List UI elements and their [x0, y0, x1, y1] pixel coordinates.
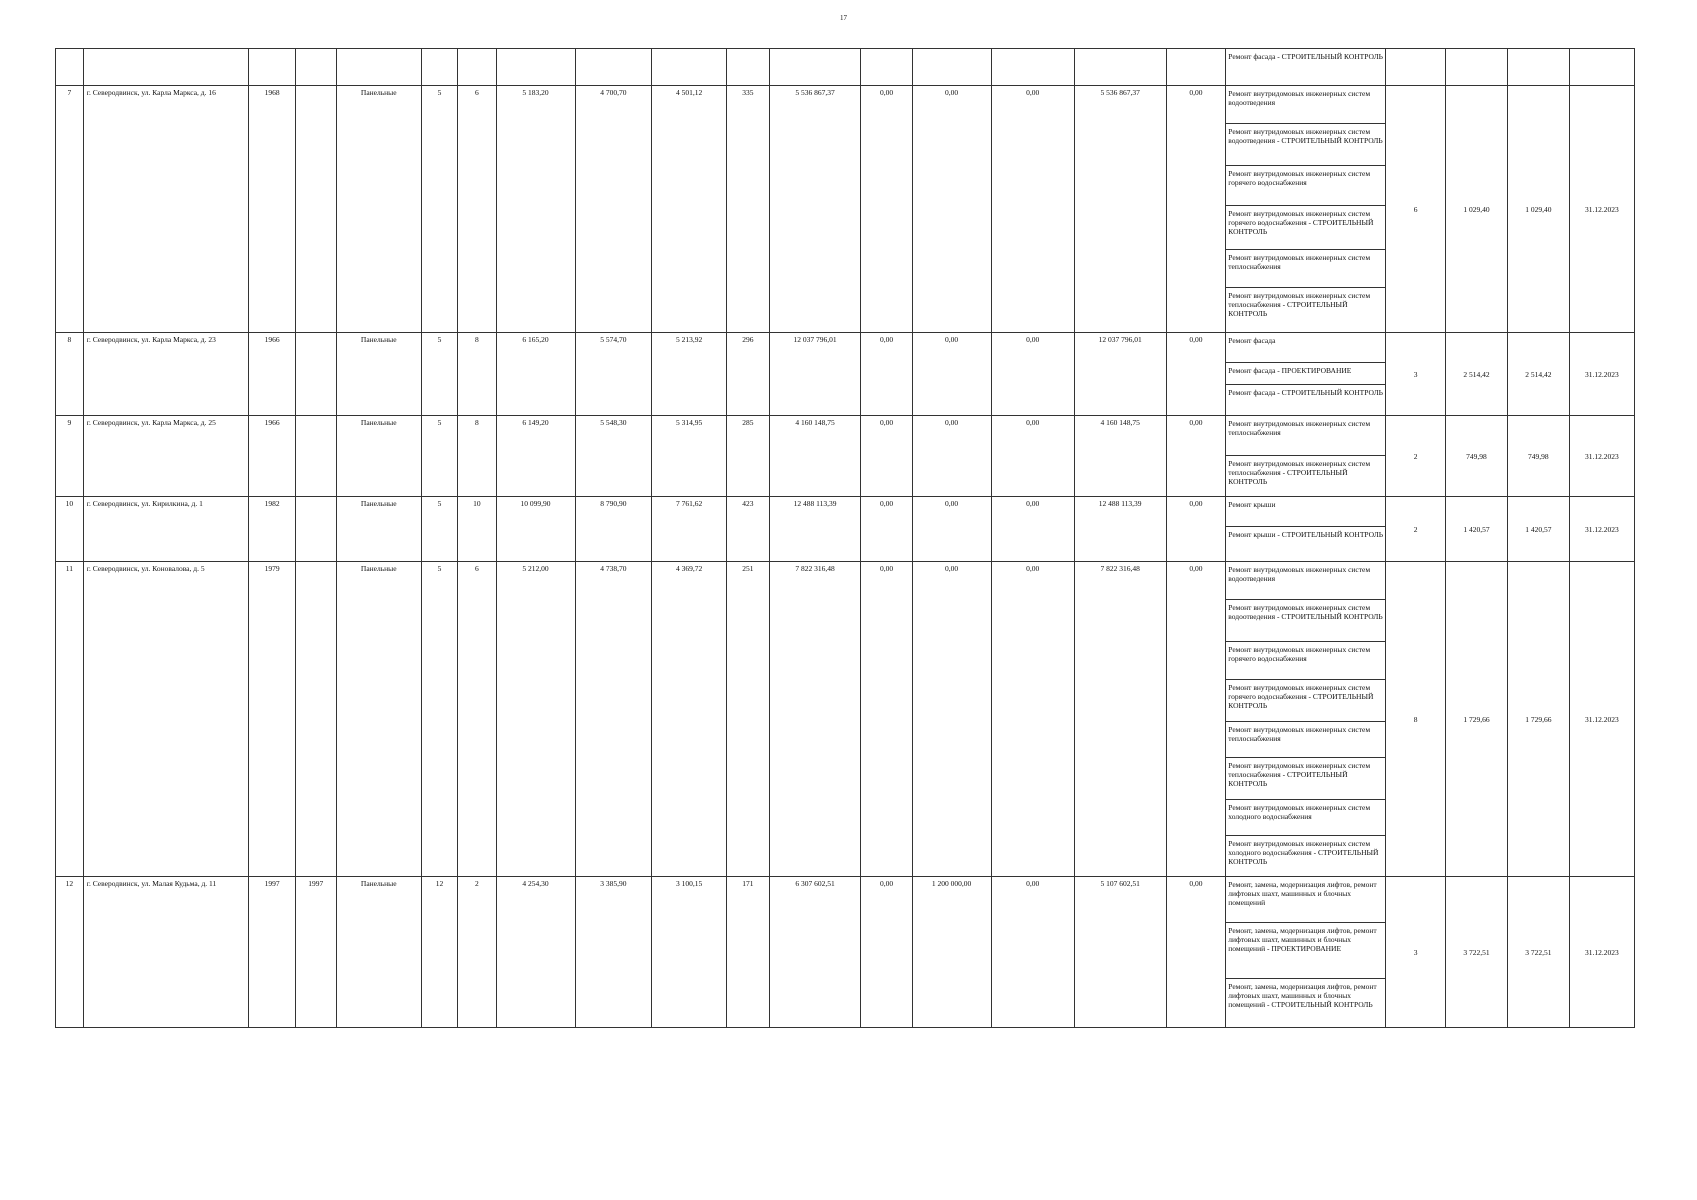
cell-area-total: 6 165,20 [496, 333, 575, 416]
cell-year-reconstructed [296, 333, 337, 416]
cell-cost-other: 0,00 [1166, 416, 1226, 497]
cell [296, 49, 337, 86]
repair-program-table [55, 48, 1635, 1028]
cell [575, 49, 652, 86]
cell-cost-owners: 5 536 867,37 [1074, 86, 1166, 333]
work-item: Ремонт внутридомовых инженерных систем теплоснабжения [1226, 416, 1385, 456]
cell-unit-cost: 2 514,42 [1446, 333, 1508, 416]
cell-work-count: 2 [1386, 497, 1446, 562]
cell-year-built: 1966 [249, 333, 296, 416]
cell-area-residential: 7 761,62 [652, 497, 727, 562]
cell-unit-cost-max: 1 029,40 [1507, 86, 1569, 333]
cell-wall-material: Панельные [336, 497, 421, 562]
cell [1507, 49, 1569, 86]
cell [912, 49, 991, 86]
cell-cost-budget: 1 200 000,00 [912, 877, 991, 1028]
cell-address: г. Северодвинск, ул. Карла Маркса, д. 25 [83, 416, 248, 497]
cell-area-residential: 4 369,72 [652, 562, 727, 877]
cell-work-count: 8 [1386, 562, 1446, 877]
cell-cost-fund: 0,00 [861, 333, 912, 416]
cell-deadline: 31.12.2023 [1569, 333, 1634, 416]
cell-wall-material: Панельные [336, 86, 421, 333]
cell [421, 49, 457, 86]
cell-work-count: 3 [1386, 877, 1446, 1028]
work-item: Ремонт крыши - СТРОИТЕЛЬНЫЙ КОНТРОЛЬ [1228, 530, 1384, 539]
cell-cost-local: 0,00 [991, 562, 1074, 877]
cell-address: г. Северодвинск, ул. Малая Кудьма, д. 11 [83, 877, 248, 1028]
cell-deadline: 31.12.2023 [1569, 877, 1634, 1028]
work-item: Ремонт внутридомовых инженерных систем холодного водоснабжения [1226, 800, 1385, 836]
cell-entrances: 6 [458, 562, 496, 877]
cell-cost-local: 0,00 [991, 416, 1074, 497]
cell-area-total: 5 212,00 [496, 562, 575, 877]
work-item: Ремонт внутридомовых инженерных систем горячего водоснабжения - СТРОИТЕЛЬНЫЙ КОНТРОЛЬ [1226, 206, 1385, 250]
cell-wall-material: Панельные [336, 333, 421, 416]
cell-deadline: 31.12.2023 [1569, 416, 1634, 497]
cell-cost-fund: 0,00 [861, 562, 912, 877]
cell-entrances: 2 [458, 877, 496, 1028]
cell-no: 9 [56, 416, 84, 497]
cell-deadline: 31.12.2023 [1569, 497, 1634, 562]
cell-cost-owners: 12 488 113,39 [1074, 497, 1166, 562]
cell-cost-total: 7 822 316,48 [769, 562, 861, 877]
cell-cost-owners: 4 160 148,75 [1074, 416, 1166, 497]
cell-cost-fund: 0,00 [861, 497, 912, 562]
cell-unit-cost: 3 722,51 [1446, 877, 1508, 1028]
work-item: Ремонт внутридомовых инженерных систем горячего водоснабжения [1226, 642, 1385, 680]
cell-residents: 171 [727, 877, 770, 1028]
cell-area-residential: 3 100,15 [652, 877, 727, 1028]
cell-residents: 285 [727, 416, 770, 497]
cell-year-built: 1982 [249, 497, 296, 562]
work-item: Ремонт фасада [1226, 333, 1385, 363]
table-row [56, 333, 1635, 416]
cell-no: 12 [56, 877, 84, 1028]
work-item: Ремонт внутридомовых инженерных систем теплоснабжения - СТРОИТЕЛЬНЫЙ КОНТРОЛЬ [1228, 291, 1371, 318]
cell [727, 49, 770, 86]
table-row-head [56, 49, 1635, 86]
cell-cost-other: 0,00 [1166, 86, 1226, 333]
work-item: Ремонт внутридомовых инженерных систем теплоснабжения [1226, 722, 1385, 758]
table-row [56, 86, 1635, 333]
cell [496, 49, 575, 86]
cell-year-built: 1997 [249, 877, 296, 1028]
cell-no: 11 [56, 562, 84, 877]
cell-address: г. Северодвинск, ул. Коновалова, д. 5 [83, 562, 248, 877]
cell [56, 49, 84, 86]
cell-unit-cost: 1 029,40 [1446, 86, 1508, 333]
work-list-cell [1226, 562, 1386, 877]
cell-cost-local: 0,00 [991, 877, 1074, 1028]
cell-cost-budget: 0,00 [912, 333, 991, 416]
cell-cost-other: 0,00 [1166, 497, 1226, 562]
cell-wall-material: Панельные [336, 416, 421, 497]
work-item: Ремонт внутридомовых инженерных систем горячего водоснабжения [1226, 166, 1385, 206]
work-list-cell [1226, 86, 1386, 333]
cell-cost-total: 5 536 867,37 [769, 86, 861, 333]
cell-year-built: 1966 [249, 416, 296, 497]
work-item: Ремонт внутридомовых инженерных систем горячего водоснабжения - СТРОИТЕЛЬНЫЙ КОНТРОЛЬ [1226, 680, 1385, 722]
work-item: Ремонт внутридомовых инженерных систем холодного водоснабжения - СТРОИТЕЛЬНЫЙ КОНТРОЛЬ [1228, 839, 1379, 866]
cell-deadline: 31.12.2023 [1569, 86, 1634, 333]
work-item: Ремонт крыши [1226, 497, 1385, 527]
cell-cost-total: 12 037 796,01 [769, 333, 861, 416]
cell-year-built: 1979 [249, 562, 296, 877]
work-item: Ремонт внутридомовых инженерных систем теплоснабжения [1226, 250, 1385, 288]
cell-cost-total: 6 307 602,51 [769, 877, 861, 1028]
cell-address: г. Северодвинск, ул. Карла Маркса, д. 23 [83, 333, 248, 416]
cell-area-total: 6 149,20 [496, 416, 575, 497]
cell [458, 49, 496, 86]
work-item: Ремонт внутридомовых инженерных систем теплоснабжения - СТРОИТЕЛЬНЫЙ КОНТРОЛЬ [1226, 758, 1385, 800]
cell-area-rooms: 4 700,70 [575, 86, 652, 333]
work-list-cell [1226, 497, 1386, 562]
cell-area-residential: 5 213,92 [652, 333, 727, 416]
cell [769, 49, 861, 86]
work-item: Ремонт фасада - СТРОИТЕЛЬНЫЙ КОНТРОЛЬ [1228, 52, 1383, 61]
cell-cost-budget: 0,00 [912, 86, 991, 333]
cell-entrances: 8 [458, 333, 496, 416]
cell [249, 49, 296, 86]
cell-area-total: 5 183,20 [496, 86, 575, 333]
cell-no: 10 [56, 497, 84, 562]
cell-floors: 5 [421, 86, 457, 333]
cell-wall-material: Панельные [336, 562, 421, 877]
cell [652, 49, 727, 86]
work-list-cell [1226, 333, 1386, 416]
cell-entrances: 6 [458, 86, 496, 333]
cell-cost-total: 4 160 148,75 [769, 416, 861, 497]
cell-cost-fund: 0,00 [861, 877, 912, 1028]
cell-area-residential: 5 314,95 [652, 416, 727, 497]
cell-unit-cost: 749,98 [1446, 416, 1508, 497]
cell-cost-owners: 7 822 316,48 [1074, 562, 1166, 877]
cell-cost-owners: 5 107 602,51 [1074, 877, 1166, 1028]
cell-year-built: 1968 [249, 86, 296, 333]
work-item: Ремонт, замена, модернизация лифтов, ремонт лифтовых шахт, машинных и блочных помещений [1226, 877, 1385, 923]
cell-work-count: 3 [1386, 333, 1446, 416]
cell-unit-cost-max: 3 722,51 [1507, 877, 1569, 1028]
cell-work-count: 2 [1386, 416, 1446, 497]
cell-wall-material: Панельные [336, 877, 421, 1028]
work-list-cell [1226, 49, 1386, 86]
cell-floors: 5 [421, 333, 457, 416]
cell-area-residential: 4 501,12 [652, 86, 727, 333]
cell-cost-owners: 12 037 796,01 [1074, 333, 1166, 416]
cell [1569, 49, 1634, 86]
cell-floors: 5 [421, 497, 457, 562]
cell-address: г. Северодвинск, ул. Кирилкина, д. 1 [83, 497, 248, 562]
cell-work-count: 6 [1386, 86, 1446, 333]
cell-area-rooms: 3 385,90 [575, 877, 652, 1028]
cell-cost-total: 12 488 113,39 [769, 497, 861, 562]
cell-area-rooms: 8 790,90 [575, 497, 652, 562]
table-row [56, 877, 1635, 1028]
cell-unit-cost: 1 729,66 [1446, 562, 1508, 877]
cell-year-reconstructed [296, 562, 337, 877]
cell-cost-fund: 0,00 [861, 86, 912, 333]
cell-unit-cost-max: 2 514,42 [1507, 333, 1569, 416]
work-item: Ремонт внутридомовых инженерных систем водоотведения - СТРОИТЕЛЬНЫЙ КОНТРОЛЬ [1226, 124, 1385, 166]
cell-cost-budget: 0,00 [912, 416, 991, 497]
cell-year-reconstructed [296, 497, 337, 562]
cell-address: г. Северодвинск, ул. Карла Маркса, д. 16 [83, 86, 248, 333]
cell [1386, 49, 1446, 86]
cell-year-reconstructed [296, 86, 337, 333]
cell-cost-budget: 0,00 [912, 497, 991, 562]
cell [336, 49, 421, 86]
work-item: Ремонт фасада - ПРОЕКТИРОВАНИЕ [1226, 363, 1385, 385]
cell-entrances: 8 [458, 416, 496, 497]
cell-no: 7 [56, 86, 84, 333]
cell-floors: 5 [421, 416, 457, 497]
cell-year-reconstructed [296, 416, 337, 497]
cell-floors: 5 [421, 562, 457, 877]
cell-cost-budget: 0,00 [912, 562, 991, 877]
cell-area-total: 10 099,90 [496, 497, 575, 562]
cell-unit-cost: 1 420,57 [1446, 497, 1508, 562]
cell [1074, 49, 1166, 86]
cell-cost-local: 0,00 [991, 86, 1074, 333]
table-row [56, 562, 1635, 877]
work-item: Ремонт внутридомовых инженерных систем водоотведения [1226, 86, 1385, 124]
table-row [56, 416, 1635, 497]
cell-unit-cost-max: 1 729,66 [1507, 562, 1569, 877]
table-row [56, 497, 1635, 562]
cell-area-rooms: 5 548,30 [575, 416, 652, 497]
cell-floors: 12 [421, 877, 457, 1028]
cell-residents: 296 [727, 333, 770, 416]
cell-area-rooms: 5 574,70 [575, 333, 652, 416]
cell-deadline: 31.12.2023 [1569, 562, 1634, 877]
cell-cost-local: 0,00 [991, 333, 1074, 416]
cell-cost-other: 0,00 [1166, 562, 1226, 877]
cell-area-total: 4 254,30 [496, 877, 575, 1028]
work-item: Ремонт, замена, модернизация лифтов, ремонт лифтовых шахт, машинных и блочных помещений - СТРОИТЕЛЬНЫЙ КОНТРОЛЬ [1228, 982, 1377, 1009]
cell-year-reconstructed: 1997 [296, 877, 337, 1028]
cell-area-rooms: 4 738,70 [575, 562, 652, 877]
work-list-cell [1226, 877, 1386, 1028]
cell-cost-local: 0,00 [991, 497, 1074, 562]
cell-residents: 251 [727, 562, 770, 877]
cell-unit-cost-max: 1 420,57 [1507, 497, 1569, 562]
cell-no: 8 [56, 333, 84, 416]
cell [1166, 49, 1226, 86]
work-item: Ремонт внутридомовых инженерных систем водоотведения [1226, 562, 1385, 600]
work-item: Ремонт внутридомовых инженерных систем водоотведения - СТРОИТЕЛЬНЫЙ КОНТРОЛЬ [1226, 600, 1385, 642]
cell-entrances: 10 [458, 497, 496, 562]
cell [991, 49, 1074, 86]
cell-cost-fund: 0,00 [861, 416, 912, 497]
cell-unit-cost-max: 749,98 [1507, 416, 1569, 497]
work-item: Ремонт фасада - СТРОИТЕЛЬНЫЙ КОНТРОЛЬ [1228, 388, 1383, 397]
work-item: Ремонт внутридомовых инженерных систем теплоснабжения - СТРОИТЕЛЬНЫЙ КОНТРОЛЬ [1228, 459, 1371, 486]
cell [1446, 49, 1508, 86]
cell-residents: 335 [727, 86, 770, 333]
cell [861, 49, 912, 86]
cell-cost-other: 0,00 [1166, 877, 1226, 1028]
work-item: Ремонт, замена, модернизация лифтов, ремонт лифтовых шахт, машинных и блочных помещений - ПРОЕКТИРОВАНИЕ [1226, 923, 1385, 979]
cell-residents: 423 [727, 497, 770, 562]
work-list-cell [1226, 416, 1386, 497]
cell-cost-other: 0,00 [1166, 333, 1226, 416]
cell [83, 49, 248, 86]
page-number: 17 [840, 14, 847, 22]
